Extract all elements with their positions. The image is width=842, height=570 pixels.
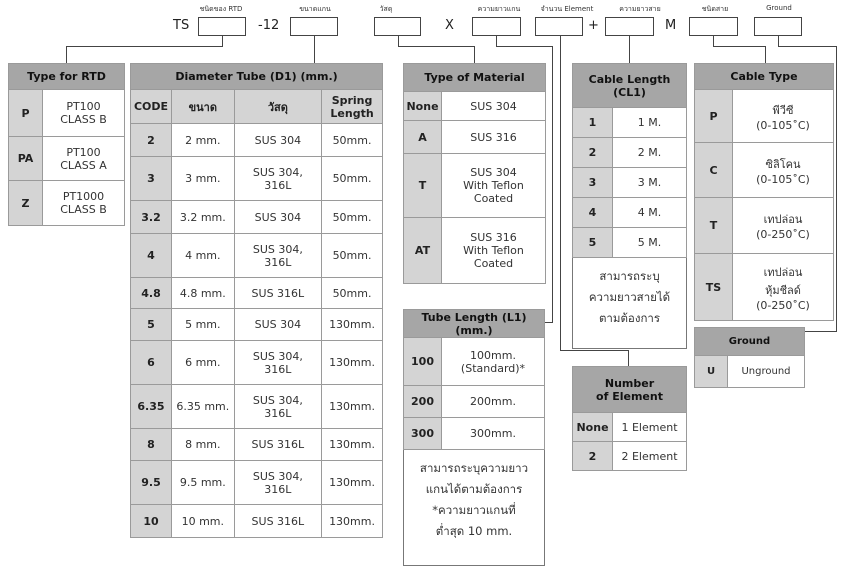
material-title: Type of Material (404, 64, 546, 92)
element-count-table (572, 366, 687, 471)
rtd-type-title: Type for RTD (9, 64, 125, 90)
material-label: วัสดุ (379, 5, 393, 13)
material-box (374, 17, 421, 36)
rtd-type-table (8, 63, 125, 226)
diameter-box (290, 17, 338, 36)
table-row: 8 8 mm. SUS 316L 130mm. (131, 429, 383, 461)
element-count-label: จำนวน Element (540, 5, 594, 13)
ground-title: Ground (695, 328, 805, 356)
cable-type-label: ชนิดสาย (701, 5, 729, 13)
cable-type-table (694, 63, 834, 321)
table-row: 10 10 mm. SUS 316L 130mm. (131, 505, 383, 538)
element-count-title: Number of Element (573, 367, 687, 413)
element-count-box (535, 17, 583, 36)
table-row: 3 3 mm. SUS 304, 316L 50mm. (131, 157, 383, 201)
table-row: 2 2 M. (573, 138, 687, 168)
table-row: A SUS 316 (404, 121, 546, 154)
diameter-table: Diameter Tube (D1) (mm.) CODE ขนาด วัสดุ Spring Length 2 2 mm. SUS 304 50mm. 3 3 mm. SUS 304, 316L 50mm. 3.2 3.2 mm. SUS 304 50mm. 4 4 mm. SUS 304, 316L 50mm. 4.8 4.8 mm. SUS 316L 50mm. 5 5 mm. SUS 304 130mm. 6 6 mm. SUS 304, 316L 130mm. 6.35 6.35 mm. SUS 304, 316L 130mm. 8 8 mm. SUS 316L 130mm. 9.5 9.5 mm. SUS 304, 316L 130mm. 10 10 mm. SUS 316L 130mm. (130, 63, 383, 538)
table-row: 3.2 3.2 mm. SUS 304 50mm. (131, 201, 383, 234)
table-row: 5 5 M. (573, 228, 687, 258)
ground-table (694, 327, 805, 388)
table-row: None SUS 304 (404, 92, 546, 121)
table-row: U Unground (695, 356, 805, 388)
code-plus: + (588, 18, 599, 33)
connector-element (560, 36, 561, 350)
table-row: 4.8 4.8 mm. SUS 316L 50mm. (131, 278, 383, 309)
diameter-title: Diameter Tube (D1) (mm.) (131, 64, 383, 90)
table-row: 2 2 mm. SUS 304 50mm. (131, 124, 383, 157)
tube-length-label: ความยาวแกน (477, 5, 521, 13)
table-row: 1 1 M. (573, 108, 687, 138)
ground-label: Ground (766, 4, 792, 12)
rtd-type-box (198, 17, 246, 36)
table-row: None 1 Element (573, 413, 687, 442)
table-row: 2 2 Element (573, 442, 687, 471)
connector-diameter (314, 36, 315, 63)
table-row: 6.35 6.35 mm. SUS 304, 316L 130mm. (131, 385, 383, 429)
table-row: 6 6 mm. SUS 304, 316L 130mm. (131, 341, 383, 385)
table-row: 5 5 mm. SUS 304 130mm. (131, 309, 383, 341)
ground-box (754, 17, 802, 36)
table-row: 200 200mm. (404, 386, 545, 418)
table-row: T SUS 304 With Teflon Coated (404, 154, 546, 218)
table-row: C ซิลิโคน (0-105˚C) (695, 143, 834, 198)
cable-length-table (572, 63, 687, 258)
cable-length-note: สามารถระบุ ความยาวสายได้ ตามต้องการ (588, 269, 671, 325)
tube-length-box (472, 17, 521, 36)
table-row: 3 3 M. (573, 168, 687, 198)
table-row: AT SUS 316 With Teflon Coated (404, 218, 546, 284)
cable-length-box (605, 17, 654, 36)
code-dash12: -12 (258, 18, 280, 33)
table-row: 9.5 9.5 mm. SUS 304, 316L 130mm. (131, 461, 383, 505)
tube-length-title: Tube Length (L1) (mm.) (404, 310, 545, 338)
connector-cable-length (629, 36, 630, 63)
tube-length-table (403, 309, 545, 450)
table-row: P PT100 CLASS B (9, 90, 125, 137)
table-row: 100 100mm. (Standard)* (404, 338, 545, 386)
code-x: X (445, 18, 454, 33)
table-row: 300 300mm. (404, 418, 545, 450)
cable-length-title: Cable Length (CL1) (573, 64, 687, 108)
table-row: PA PT100 CLASS A (9, 137, 125, 181)
table-row: TS เทปล่อน หุ้มชีลด์ (0-250˚C) (695, 254, 834, 321)
table-row: Z PT1000 CLASS B (9, 181, 125, 226)
cable-type-title: Cable Type (695, 64, 834, 90)
material-table (403, 63, 546, 284)
table-row: 4 4 M. (573, 198, 687, 228)
code-m: M (665, 18, 677, 33)
table-row: 4 4 mm. SUS 304, 316L 50mm. (131, 234, 383, 278)
diameter-label: ขนาดแกน (299, 5, 331, 13)
table-row: T เทปล่อน (0-250˚C) (695, 198, 834, 254)
cable-type-box (689, 17, 738, 36)
tube-length-note: สามารถระบุความยาว แกนได้ตามต้องการ *ความยาวแกนที่ ต่ำสุด 10 mm. (419, 461, 529, 538)
cable-length-label: ความยาวสาย (619, 5, 661, 13)
code-prefix: TS (173, 18, 190, 33)
table-row: P พีวีซี (0-105˚C) (695, 90, 834, 143)
rtd-type-label: ชนิดของ RTD (199, 5, 243, 13)
